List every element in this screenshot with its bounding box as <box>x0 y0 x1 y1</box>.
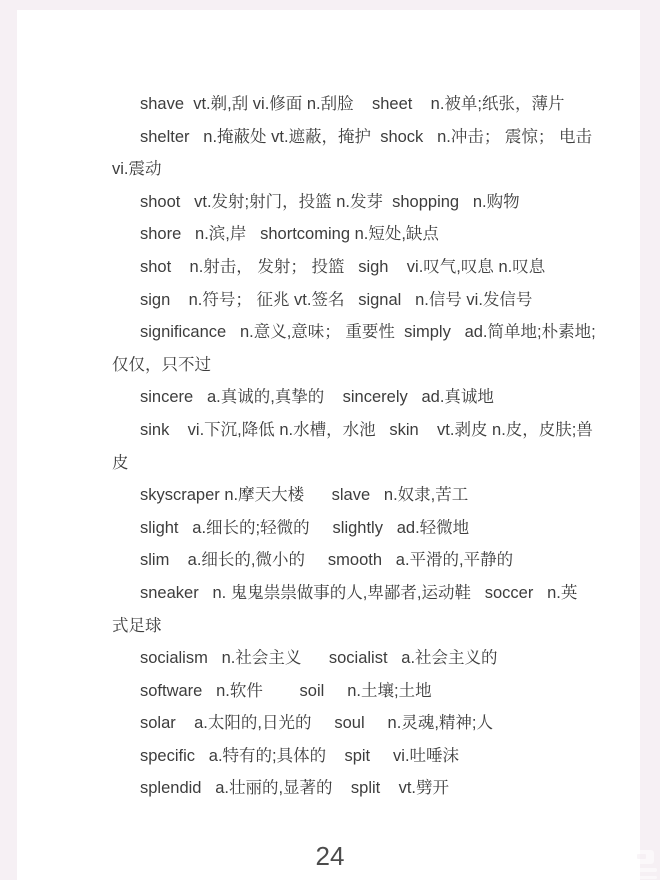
watermark-line <box>629 868 657 872</box>
vocab-line: slight a.细长的;轻微的 slightly ad.轻微地 <box>140 518 470 537</box>
vocab-line: shave vt.剃,刮 vi.修面 n.刮脸 sheet n.被单;纸张，薄片 <box>140 95 565 113</box>
vocab-line: specific a.特有的;具体的 spit vi.吐唾沫 <box>140 746 460 765</box>
vocab-line: 式足球 <box>112 616 162 635</box>
vocab-line: socialism n.社会主义 socialist a.社会主义的 <box>140 649 498 668</box>
vocab-line: 皮 <box>112 453 129 472</box>
vocab-line: software n.软件 soil n.土壤;土地 <box>140 681 432 700</box>
vocab-line: shelter n.掩蔽处 vt.遮蔽，掩护 shock n.冲击； 震惊； 电击 <box>140 127 592 146</box>
watermark-logo-box <box>632 850 654 864</box>
vocab-line: sink vi.下沉,降低 n.水槽，水池 skin vt.剥皮 n.皮，皮肤;兽 <box>140 420 593 439</box>
watermark-icon <box>628 850 658 879</box>
vocab-line: splendid a.壮丽的,显著的 split vt.劈开 <box>140 779 449 798</box>
vocab-line: sincere a.真诚的,真挚的 sincerely ad.真诚地 <box>140 388 494 407</box>
vocab-line: skyscraper n.摩天大楼 slave n.奴隶,苦工 <box>140 486 469 505</box>
vocab-line: 仅仅，只不过 <box>112 355 211 374</box>
vocab-line: shore n.滨,岸 shortcoming n.短处,缺点 <box>140 225 439 244</box>
page-card <box>17 10 640 880</box>
vocab-line: sign n.符号； 征兆 vt.签名 signal n.信号 vi.发信号 <box>140 290 533 309</box>
vocab-line: shot n.射击， 发射； 投篮 sigh vi.叹气,叹息 n.叹息 <box>140 257 546 276</box>
vocab-line: significance n.意义,意味； 重要性 simply ad.简单地;朴素地; <box>140 323 596 342</box>
page-number: 24 <box>315 841 345 871</box>
vocab-line: solar a.太阳的,日光的 soul n.灵魂,精神;人 <box>140 714 493 733</box>
vocab-line: sneaker n. 鬼鬼祟祟做事的人,卑鄙者,运动鞋 soccer n.英 <box>140 583 578 602</box>
vocab-list <box>112 88 596 805</box>
vocab-line: shoot vt.发射;射门，投篮 n.发芽 shopping n.购物 <box>140 192 520 211</box>
vocab-line: slim a.细长的,微小的 smooth a.平滑的,平静的 <box>140 551 514 570</box>
vocab-line: vi.震动 <box>112 160 162 179</box>
watermark-line <box>629 876 657 880</box>
